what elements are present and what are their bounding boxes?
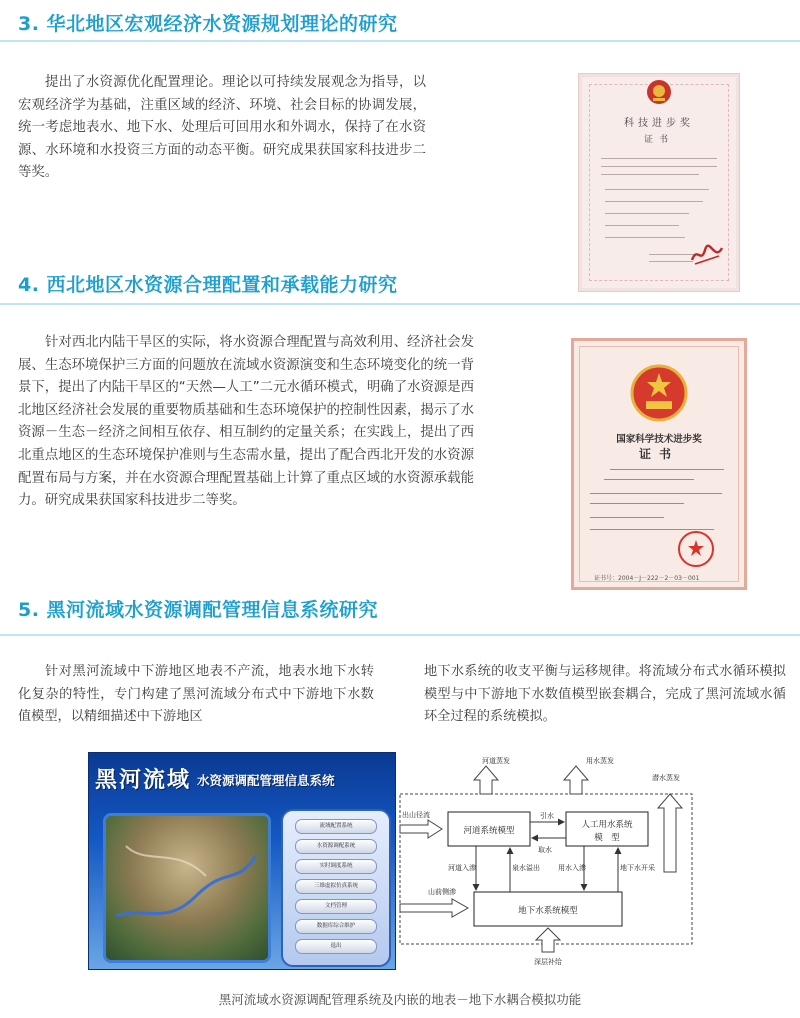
label-river-evap: 河道蒸发 bbox=[482, 757, 510, 765]
human-use-model-label: 人工用水系统 bbox=[581, 820, 633, 830]
menu-item[interactable]: 数据库综合维护 bbox=[295, 919, 377, 934]
official-seal-icon bbox=[676, 529, 716, 569]
label-deep-recharge: 深层补给 bbox=[534, 958, 562, 966]
label-use-evap: 用水蒸发 bbox=[586, 757, 614, 765]
label-groundwater-pumping: 地下水开采 bbox=[620, 864, 655, 872]
section-3-body: 提出了水资源优化配置理论。理论以可持续发展观念为指导，以宏观经济学为基础，注重区域的经济、环境、社会目标的协调发展，统一考虑地表水、地下水、处理后可回用水和外调水，保持了在水资源、水环境和水投资三方面的动态平衡。研究成果获国家科技进步二等奖。 bbox=[18, 75, 426, 181]
certificate-image-2 bbox=[571, 338, 747, 590]
groundwater-model-label: 地下水系统模型 bbox=[518, 906, 578, 916]
section-divider bbox=[0, 303, 800, 305]
deep-recharge-arrow-icon bbox=[536, 928, 560, 952]
app-title-large: 黑河流域 bbox=[95, 767, 192, 793]
certificate-2-title: 证书 bbox=[638, 447, 679, 461]
app-menu-panel bbox=[281, 809, 391, 967]
section-4-body: 针对西北内陆干旱区的实际，将水资源合理配置与高效利用、经济社会发展、生态环境保护三方面的问题放在流域水资源演变和生态环境变化的统一背景下，提出了内陆干旱区的“天然—人工”二元水循环模式，明确了水资源是西北地区经济社会发展的重要物质基础和生态环境保护的控制性因素，揭示了水资源－生态－经济之间相互依存、相互制约的定量关系；在实践上，提出了西北重点地区的生态环境保护准则与生态需水量，提出了配合西北开发的水资源配置布局与方案，并在水资源合理配置基础上计算了重点区域的水资源承载能力。研究成果获国家科技进步二等奖。 bbox=[18, 335, 474, 509]
section-divider bbox=[0, 634, 800, 636]
figure-caption: 黑河流域水资源调配管理系统及内嵌的地表－地下水耦合模拟功能 bbox=[218, 992, 582, 1007]
label-diversion: 引水 bbox=[540, 812, 554, 820]
signature-icon bbox=[689, 242, 725, 268]
certificate-image-1 bbox=[578, 73, 740, 292]
inflow-arrow-icon bbox=[400, 820, 442, 838]
menu-item[interactable]: 流域配置系统 bbox=[295, 819, 377, 834]
menu-item[interactable]: 三维虚拟仿真系统 bbox=[295, 879, 377, 894]
river-map-icon bbox=[106, 816, 262, 954]
label-withdrawal: 取水 bbox=[538, 846, 552, 854]
certificate-1-subtitle: 证书 bbox=[643, 135, 674, 145]
section-3-title: 3. 华北地区宏观经济水资源规划理论的研究 bbox=[18, 13, 398, 35]
human-use-model-label-2: 模 型 bbox=[594, 833, 620, 843]
certificate-2-number: 证书号：2004－J－222－2－03－001 bbox=[594, 575, 700, 582]
app-title-small: 水资源调配管理信息系统 bbox=[197, 773, 335, 788]
section-5-body-right: 地下水系统的收支平衡与运移规律。将流域分布式水循环模拟模型与中下游地下水数值模型嵌套耦合，完成了黑河流域水循环全过程的系统模拟。 bbox=[424, 664, 786, 725]
terrain-map bbox=[103, 813, 271, 963]
national-emblem-icon bbox=[645, 78, 673, 106]
river-model-label: 河道系统模型 bbox=[463, 826, 515, 836]
evaporation-arrow-icon bbox=[474, 766, 498, 794]
label-phreatic-evap: 潜水蒸发 bbox=[652, 774, 680, 782]
section-divider bbox=[0, 40, 800, 42]
label-river-infiltration: 河道入渗 bbox=[448, 864, 476, 872]
heihe-system-screenshot bbox=[88, 752, 396, 970]
menu-item[interactable]: 水资源调配系统 bbox=[295, 839, 377, 854]
section-4-title: 4. 西北地区水资源合理配置和承载能力研究 bbox=[18, 274, 398, 296]
section-5-title: 5. 黑河流域水资源调配管理信息系统研究 bbox=[18, 599, 379, 621]
coupling-flow-diagram bbox=[398, 752, 708, 970]
certificate-2-award: 国家科学技术进步奖 bbox=[616, 434, 702, 445]
evaporation-arrow-icon bbox=[658, 794, 682, 872]
national-emblem-icon bbox=[629, 363, 689, 423]
section-5-body-left: 针对黑河流域中下游地区地表不产流，地表水地下水转化复杂的特性，专门构建了黑河流域分布式中下游地下水数值模型，以精细描述中下游地区 bbox=[18, 664, 374, 725]
menu-item[interactable]: 实时调度系统 bbox=[295, 859, 377, 874]
label-spring-outflow: 泉水溢出 bbox=[512, 864, 540, 872]
lateral-seepage-arrow-icon bbox=[400, 899, 468, 917]
label-use-infiltration: 用水入渗 bbox=[558, 864, 586, 872]
certificate-1-title: 科技进步奖 bbox=[624, 118, 694, 129]
evaporation-arrow-icon bbox=[564, 766, 588, 794]
label-mountain-runoff: 出山径流 bbox=[402, 811, 430, 819]
menu-item[interactable]: 退出 bbox=[295, 939, 377, 954]
menu-item[interactable]: 文档管理 bbox=[295, 899, 377, 914]
label-piedmont-seepage: 山前侧渗 bbox=[428, 888, 456, 896]
